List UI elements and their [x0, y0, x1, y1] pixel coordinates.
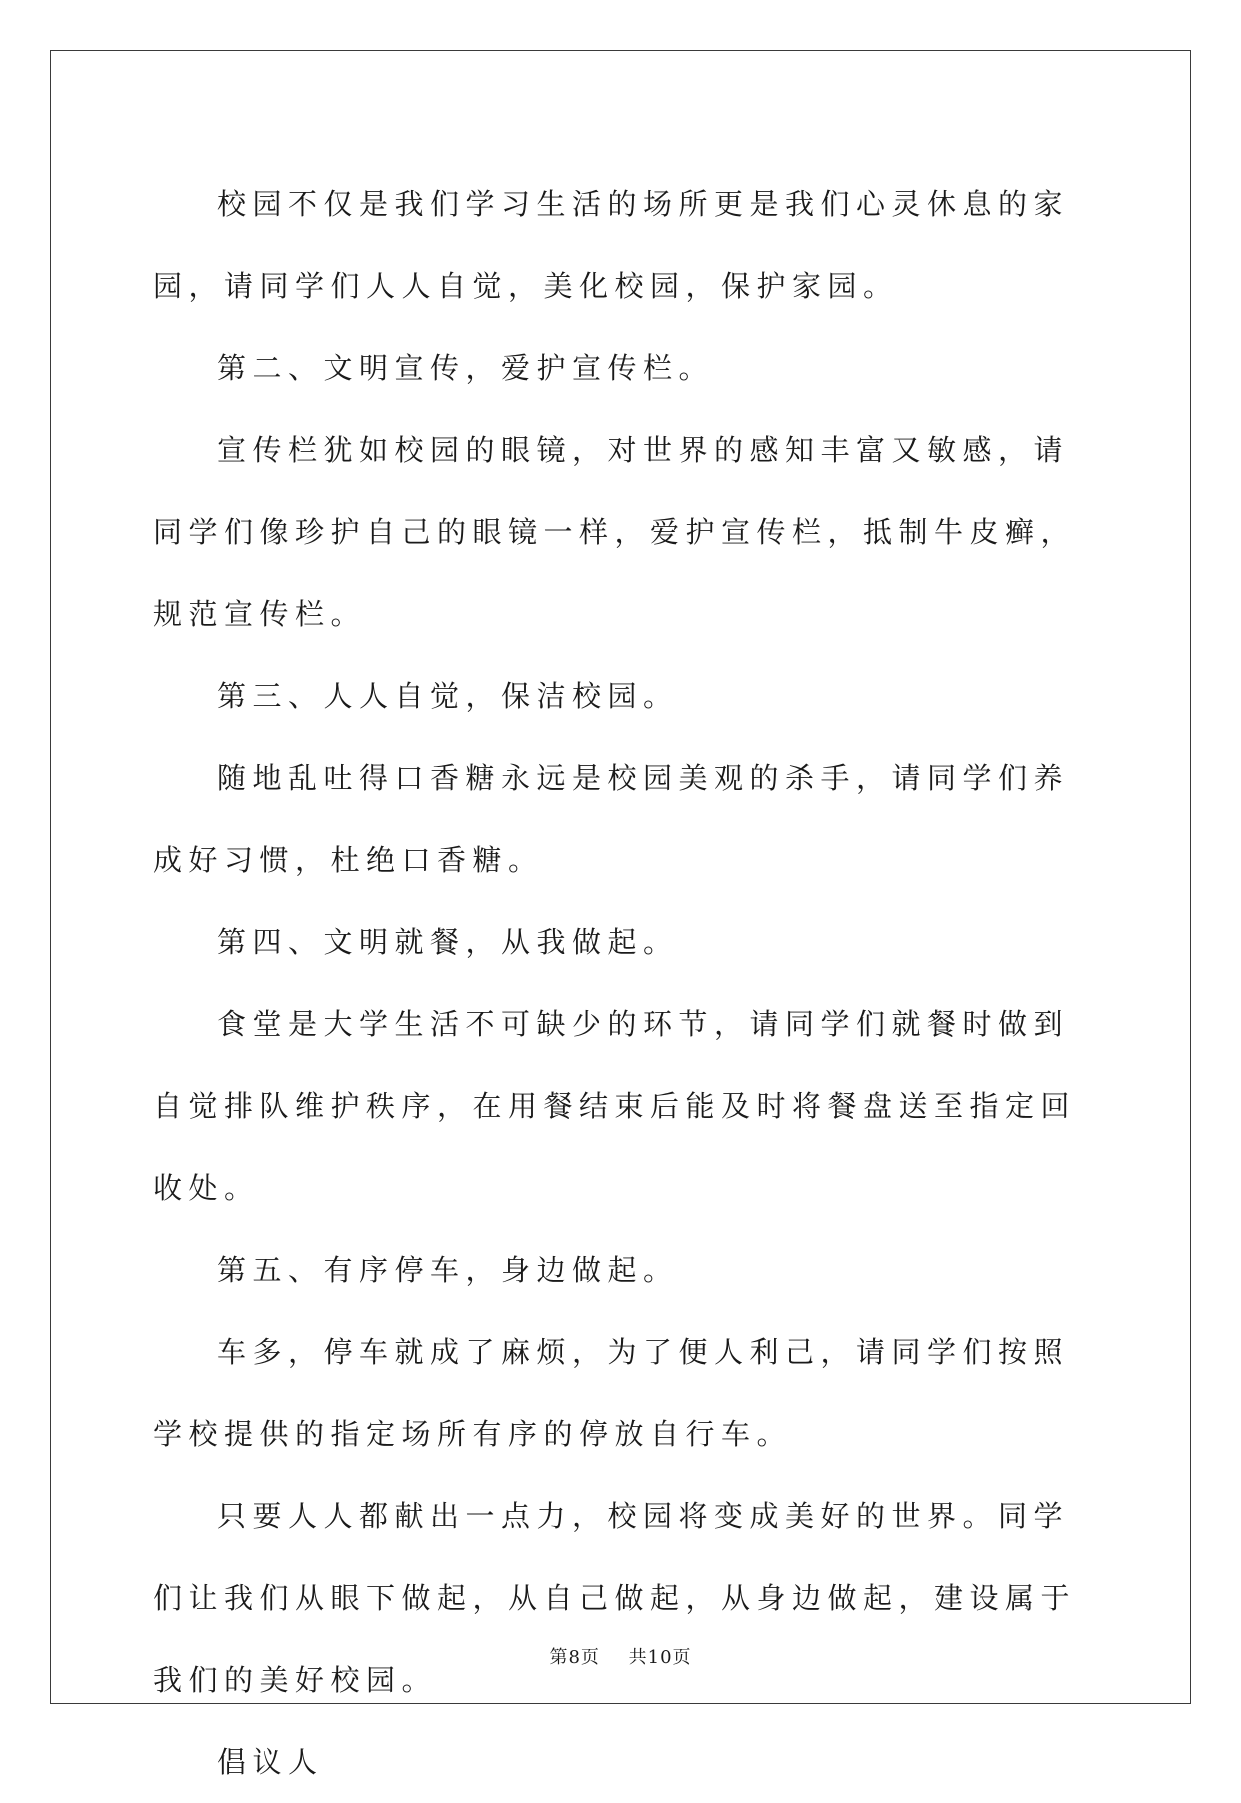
page-footer — [0, 1643, 1241, 1669]
paragraph-canteen: 食堂是大学生活不可缺少的环节，请同学们就餐时做到自觉排队维护秩序，在用餐结束后能及时将餐盘送至指定回收处。 — [153, 1007, 1077, 1205]
total-page-count: 共10页 — [628, 1647, 692, 1668]
signature-initiator: 倡议人 — [217, 1745, 324, 1779]
document-body — [153, 163, 1098, 1803]
current-page-number: 第8页 — [549, 1647, 600, 1668]
paragraph-bulletin-board: 宣传栏犹如校园的眼镜，对世界的感知丰富又敏感，请同学们像珍护自己的眼镜一样，爱护宣传栏，抵制牛皮癣，规范宣传栏。 — [153, 433, 1077, 631]
paragraph-intro-campus-home: 校园不仅是我们学习生活的场所更是我们心灵休息的家园，请同学们人人自觉，美化校园，保护家园。 — [153, 187, 1070, 303]
heading-second-civilized-publicity: 第二、文明宣传，爱护宣传栏。 — [217, 351, 715, 385]
paragraph-parking: 车多，停车就成了麻烦，为了便人利己，请同学们按照学校提供的指定场所有序的停放自行车。 — [153, 1335, 1070, 1451]
heading-fourth-civilized-dining: 第四、文明就餐，从我做起。 — [217, 925, 679, 959]
heading-fifth-orderly-parking: 第五、有序停车，身边做起。 — [217, 1253, 679, 1287]
paragraph-closing-call: 只要人人都献出一点力，校园将变成美好的世界。同学们让我们从眼下做起，从自己做起，从身边做起，建设属于我们的美好校园。 — [153, 1499, 1077, 1697]
paragraph-chewing-gum: 随地乱吐得口香糖永远是校园美观的杀手，请同学们养成好习惯，杜绝口香糖。 — [153, 761, 1070, 877]
heading-third-keep-campus-clean: 第三、人人自觉，保洁校园。 — [217, 679, 679, 713]
